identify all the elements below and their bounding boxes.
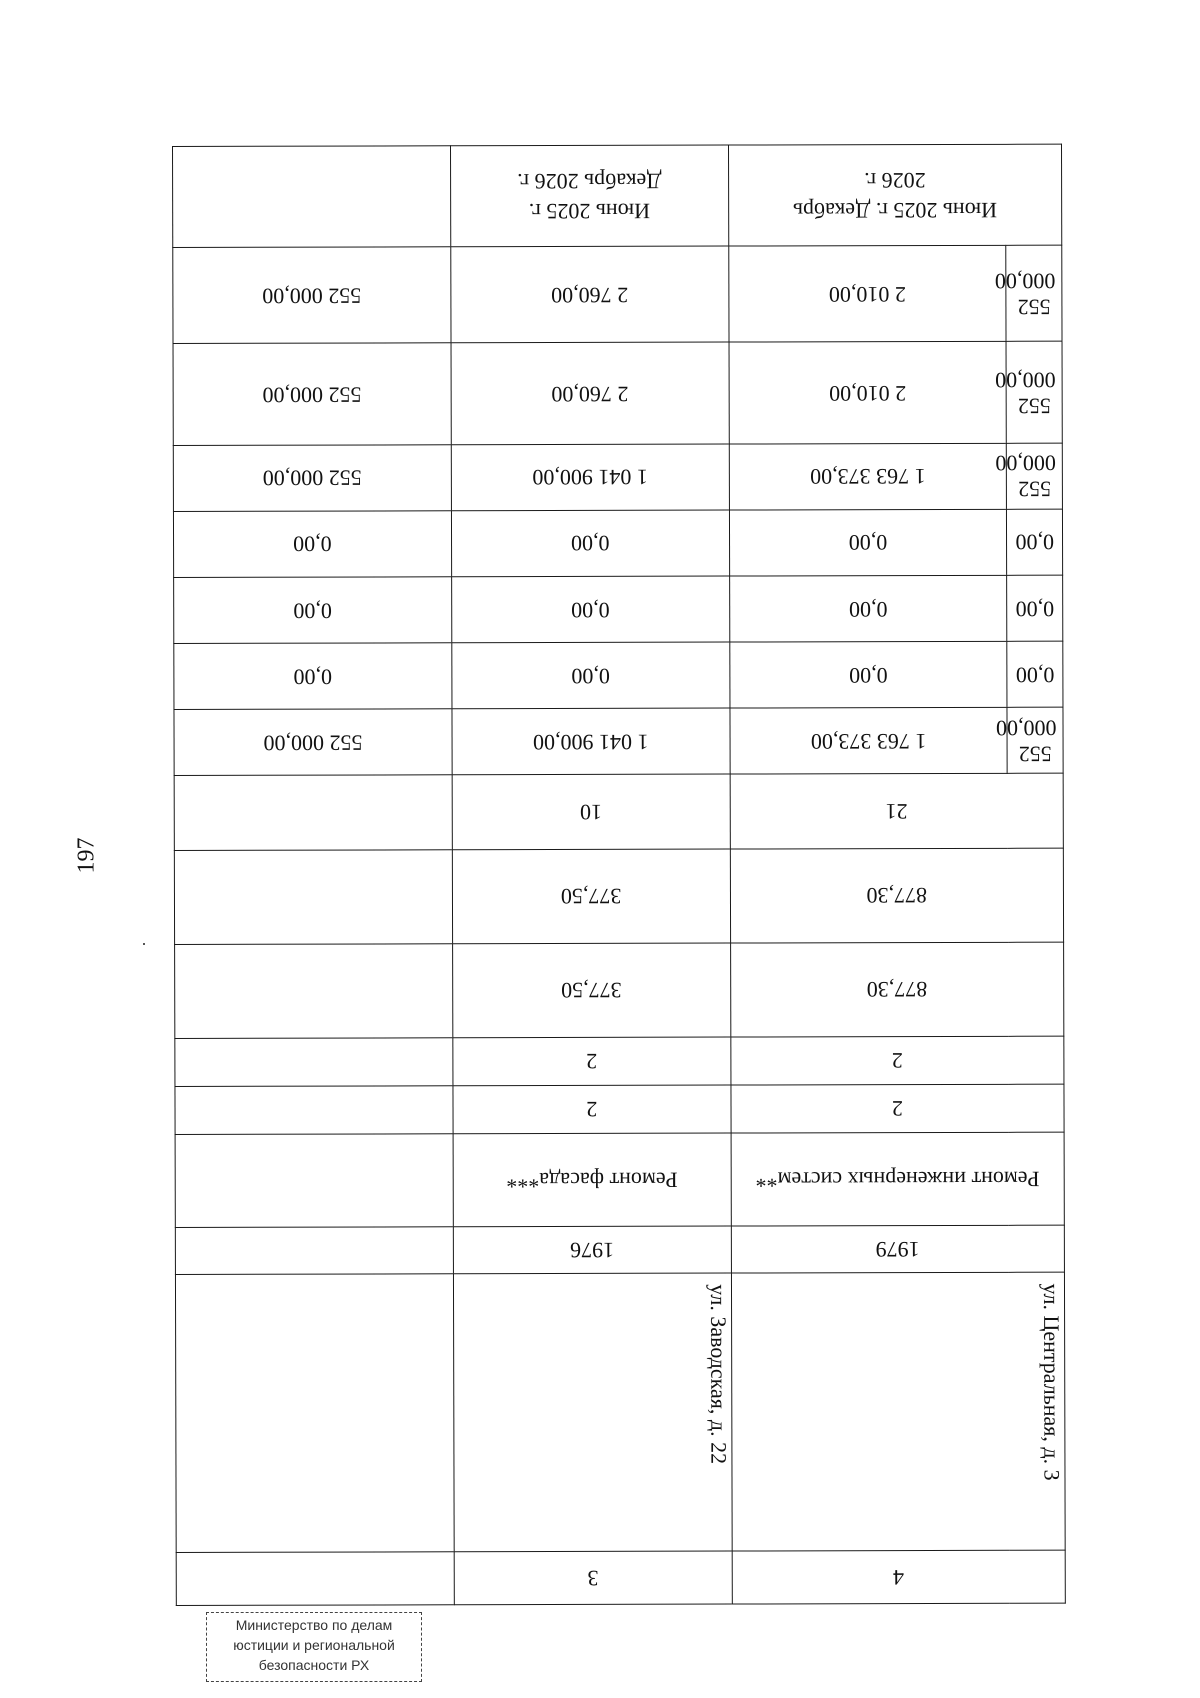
cell-fund-b: 552 000,00 [1007, 443, 1063, 509]
table-row [175, 1226, 1064, 1275]
cell-period-row3 [450, 145, 728, 247]
cell-v2-row3: 0,00 [451, 576, 729, 643]
address-text: ул. Заводская, д. 22 [705, 1283, 732, 1464]
cell-c2-row3: 2 [453, 1037, 731, 1086]
table-row [175, 1084, 1064, 1134]
cell-total-last: 552 000,00 [174, 709, 452, 776]
table-row [175, 942, 1064, 1038]
cell-fund-a: 1 763 373,00 [729, 443, 1007, 510]
cell-c2-empty [175, 1037, 453, 1086]
cell-residents-row4: 21 [730, 773, 1064, 849]
cell-area2-row3: 377,50 [452, 849, 730, 944]
cell-v2-last: 0,00 [174, 577, 452, 644]
address-text: ул. Центральная, д. 3 [1038, 1283, 1065, 1481]
cell-work-row4: Ремонт инженерных систем** [731, 1132, 1065, 1227]
stamp-line: Министерство по делам [235, 1617, 393, 1633]
cell-residents-empty [174, 775, 452, 850]
cell-v1-last: 0,00 [174, 643, 452, 710]
cell-address-empty [175, 1274, 454, 1552]
cell-year-row3: 1976 [453, 1227, 731, 1275]
cell-year-empty [175, 1227, 453, 1275]
cell-year-row4: 1979 [731, 1226, 1064, 1274]
cell-spec2-row3: 2 760,00 [451, 247, 729, 344]
cell-work-row3: Ремонт фасада*** [453, 1133, 731, 1228]
cell-fund-row3: 1 041 900,00 [451, 444, 729, 511]
cell-spec2-a: 2 010,00 [728, 246, 1006, 343]
table-row [175, 1036, 1064, 1086]
cell-c1-empty [175, 1085, 453, 1134]
cell-c1-row3: 2 [453, 1085, 731, 1134]
cell-period-empty [173, 146, 451, 248]
period-text: Июнь 2025 г. Декабрь 2026 г. [792, 168, 998, 224]
cell-area1-row4: 877,30 [730, 942, 1064, 1037]
table-wrapper [172, 144, 1066, 1606]
page-number: 197 [73, 837, 100, 874]
cell-residents-row3: 10 [452, 774, 730, 849]
table-row [175, 1132, 1064, 1228]
cell-no-row3: 3 [454, 1551, 732, 1605]
table-row [173, 246, 1062, 344]
cell-v3-row3: 0,00 [451, 510, 729, 577]
table-row [174, 848, 1063, 944]
cell-area1-row3: 377,50 [452, 943, 730, 1038]
cell-v1-row3: 0,00 [452, 642, 730, 709]
cell-c2-row4: 2 [730, 1036, 1063, 1085]
cell-total-a: 1 763 373,00 [730, 708, 1008, 775]
cell-v3-b: 0,00 [1007, 509, 1063, 575]
scan-speck [143, 943, 145, 945]
stamp-line: юстиции и региональной [233, 1637, 395, 1653]
period-text: Июнь 2025 г. Декабрь 2026 г. [517, 168, 662, 225]
cell-work-empty [175, 1133, 453, 1228]
table-row [174, 641, 1063, 709]
cell-spec1-row3: 2 760,00 [451, 343, 729, 445]
cell-c1-row4: 2 [731, 1084, 1064, 1133]
cell-fund-last: 552 000,00 [173, 445, 451, 512]
cell-address-row4 [731, 1273, 1065, 1551]
cell-area2-row4: 877,30 [730, 848, 1064, 943]
cell-total-b: 552 000,00 [1007, 707, 1063, 773]
table-row [173, 144, 1062, 248]
stamp-line: безопасности РХ [258, 1657, 370, 1673]
cell-no-row4: 4 [732, 1550, 1066, 1604]
table-row [174, 773, 1063, 850]
cell-period-row4 [728, 144, 1062, 246]
cell-spec1-b: 552 000,00 [1006, 342, 1062, 443]
table-row [176, 1550, 1065, 1606]
cell-spec2-b: 552 000,00 [1006, 246, 1062, 342]
cell-v3-a: 0,00 [729, 509, 1007, 576]
table-row [174, 707, 1063, 775]
cell-v1-a: 0,00 [729, 641, 1007, 708]
capital-repair-table [172, 144, 1066, 1606]
cell-spec1-last: 552 000,00 [173, 343, 451, 445]
cell-area2-empty [174, 850, 452, 945]
cell-total-row3: 1 041 900,00 [452, 708, 730, 775]
cell-spec2-last: 552 000,00 [173, 247, 451, 344]
cell-v1-b: 0,00 [1007, 641, 1063, 707]
table-row [173, 509, 1062, 577]
cell-v3-last: 0,00 [173, 511, 451, 578]
table-row [173, 443, 1062, 511]
cell-no-empty [176, 1551, 454, 1605]
cell-address-row3 [453, 1273, 732, 1551]
cell-v2-a: 0,00 [729, 575, 1007, 642]
cell-area1-empty [175, 944, 453, 1039]
cell-v2-b: 0,00 [1007, 575, 1063, 641]
ministry-stamp [206, 1612, 422, 1682]
table-row [174, 575, 1063, 643]
table-row [173, 342, 1062, 446]
table-row [175, 1273, 1065, 1553]
cell-spec1-a: 2 010,00 [729, 342, 1007, 444]
